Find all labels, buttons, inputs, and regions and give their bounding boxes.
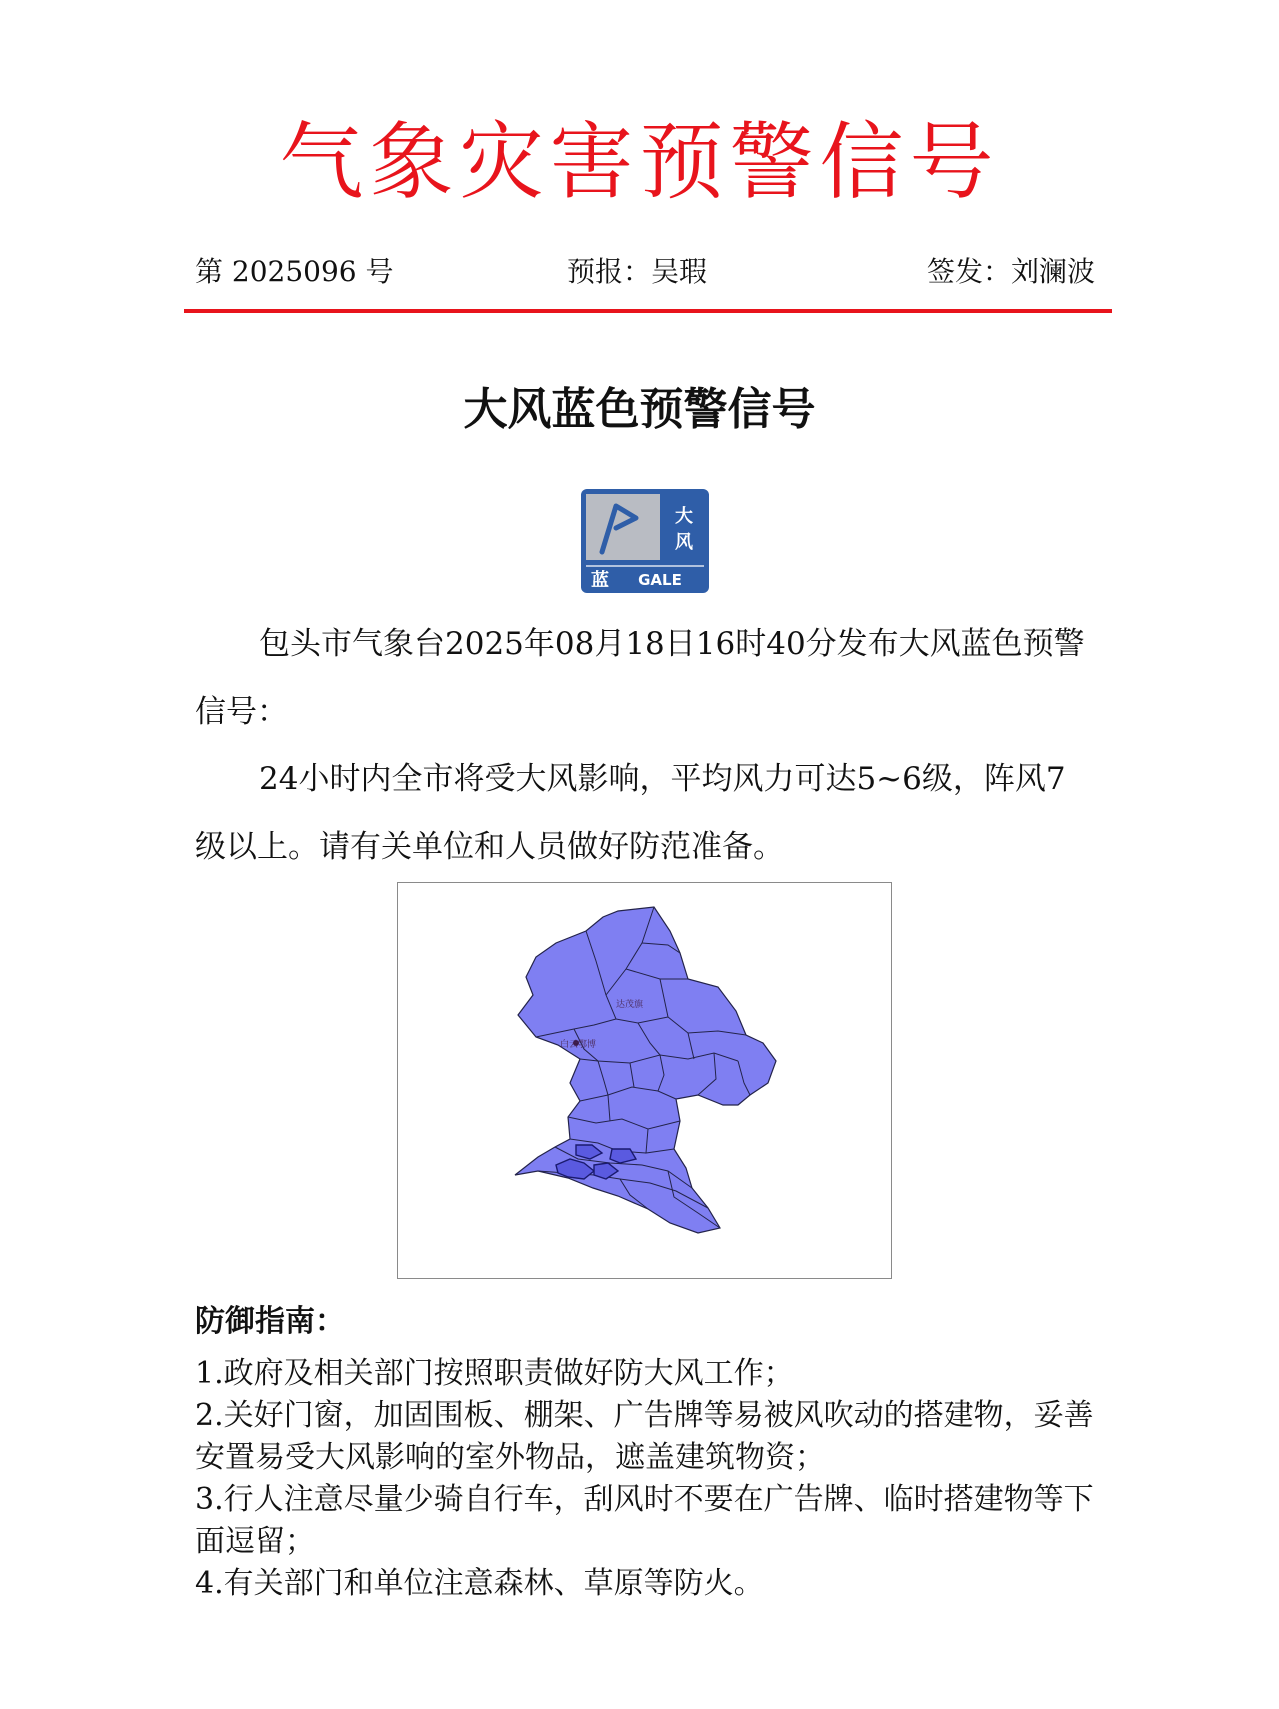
warning-area-map	[397, 882, 892, 1279]
guide-item: 2.关好门窗，加固围板、棚架、广告牌等易被风吹动的搭建物，妥善安置易受大风影响的室外物品，遮盖建筑物资；	[195, 1398, 1094, 1475]
announcement-text: 包头市气象台2025年08月18日16时40分发布大风蓝色预警信号：	[195, 626, 1085, 730]
signal-char-top: 大	[675, 506, 693, 527]
gale-blue-signal-icon	[580, 488, 710, 594]
forecast-text: 24小时内全市将受大风影响，平均风力可达5~6级，阵风7级以上。请有关单位和人员做好防范准备。	[195, 761, 1066, 865]
forecast-paragraph	[195, 745, 1095, 881]
issue-number: 第 2025096 号	[195, 255, 394, 288]
announcement-paragraph	[195, 610, 1095, 746]
map-label-damao: 达茂旗	[616, 1000, 644, 1010]
guide-item: 4.有关部门和单位注意森林、草原等防火。	[195, 1566, 764, 1601]
map-region-outline	[515, 907, 776, 1233]
map-label-baiyun: 白云鄂博	[560, 1040, 597, 1050]
forecaster: 预报：吴瑕	[567, 255, 708, 288]
issue-meta-row	[195, 252, 1095, 292]
signal-level-char: 蓝	[591, 570, 609, 591]
defense-guide-list	[195, 1353, 1095, 1605]
header-divider	[184, 309, 1112, 313]
warning-title: 大风蓝色预警信号	[463, 384, 816, 435]
baotou-region-map	[398, 883, 893, 1280]
masthead-title: 气象灾害预警信号	[279, 113, 1000, 211]
guide-item: 1.政府及相关部门按照职责做好防大风工作；	[195, 1356, 794, 1391]
guide-item: 3.行人注意尽量少骑自行车，刮风时不要在广告牌、临时搭建物等下面逗留；	[195, 1482, 1094, 1559]
signer: 签发：刘澜波	[926, 255, 1095, 288]
signal-char-bottom: 风	[675, 532, 693, 553]
signal-english-label: GALE	[638, 571, 682, 589]
defense-guide-heading: 防御指南：	[195, 1304, 345, 1339]
